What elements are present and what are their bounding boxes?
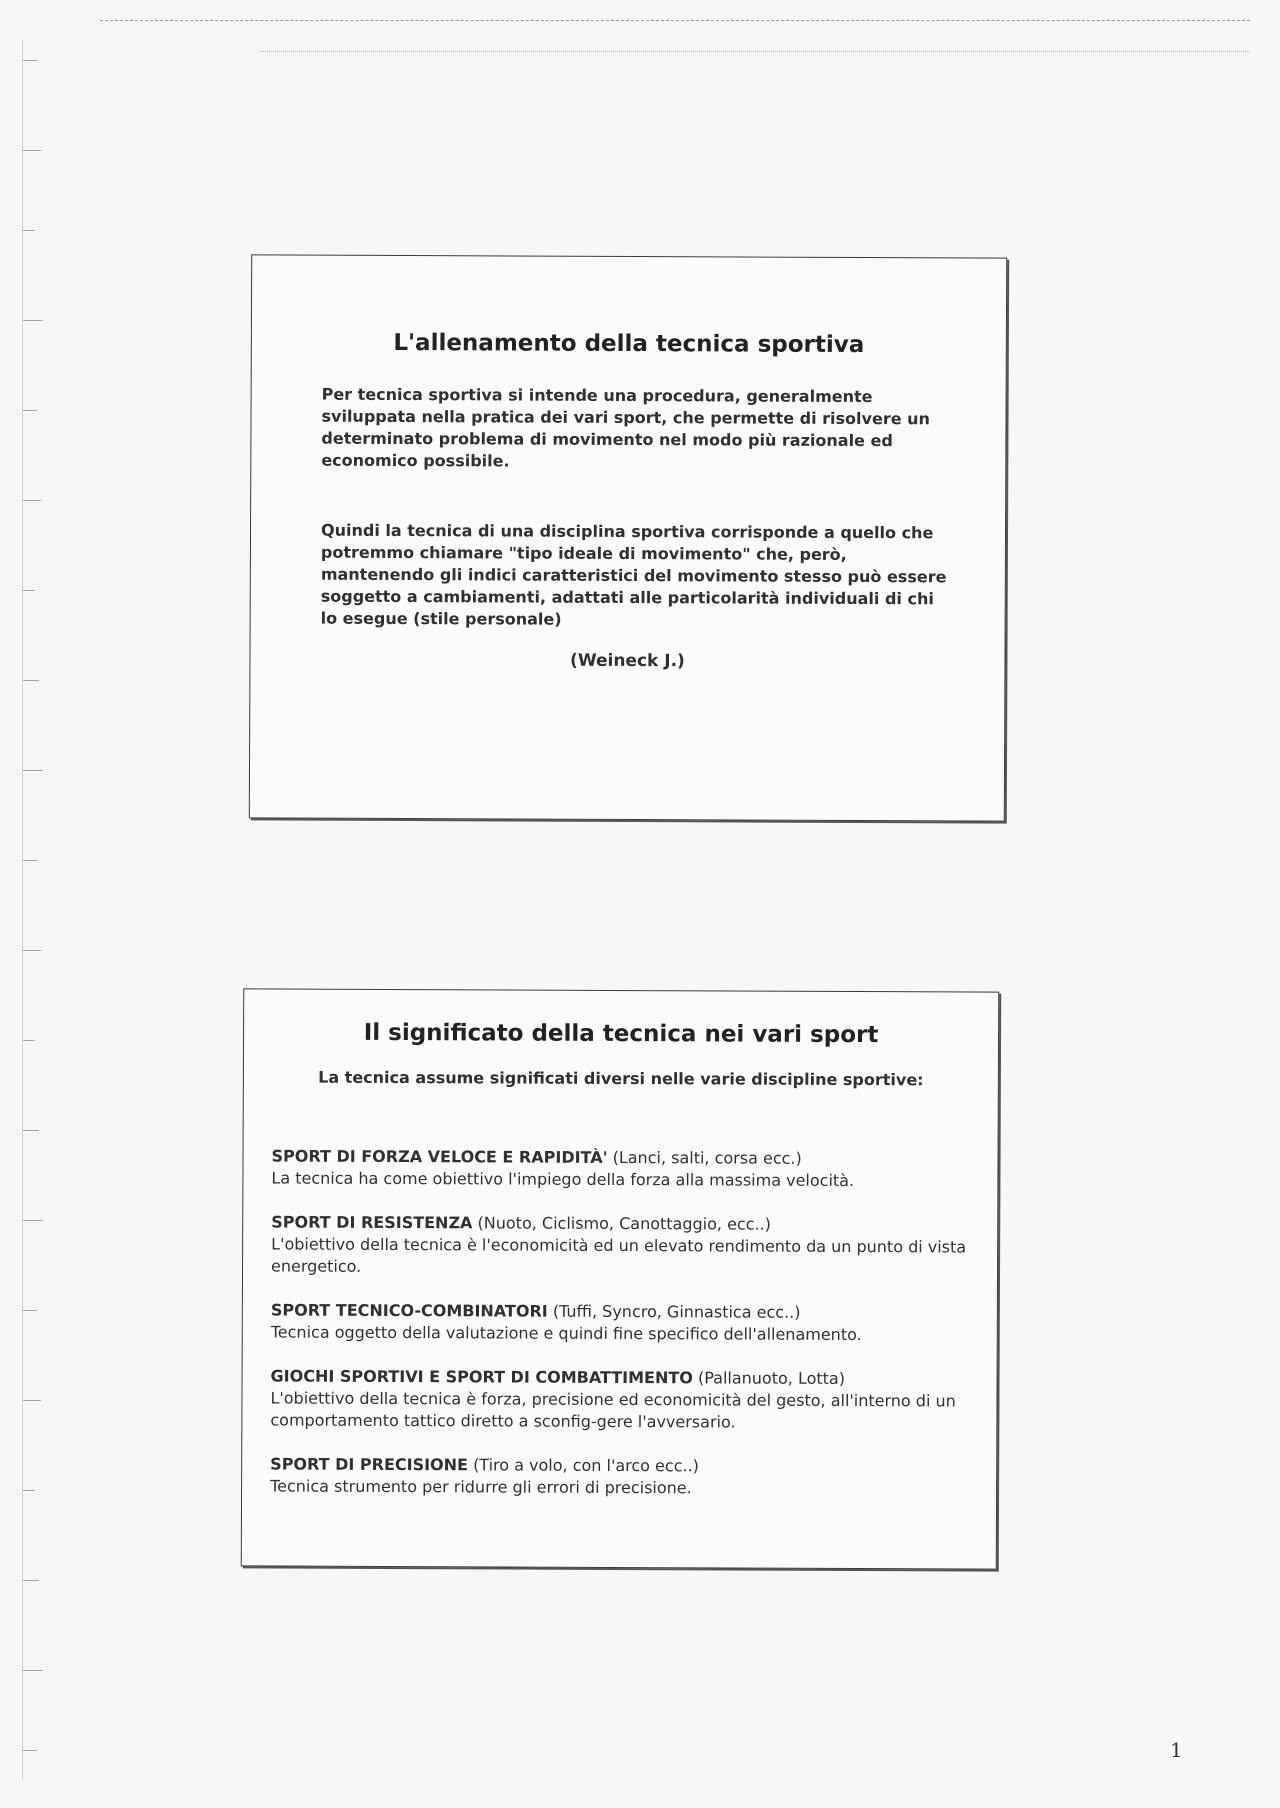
sport-category-examples: (Nuoto, Ciclismo, Canottaggio, ecc..) [477, 1213, 771, 1234]
sport-category-description: La tecnica ha come obiettivo l'impiego della forza alla massima velocità. [271, 1168, 855, 1191]
sport-category-item [270, 1365, 970, 1434]
sport-category-list [270, 1145, 972, 1522]
sport-category-examples: (Tuffi, Syncro, Ginnastica ecc..) [552, 1301, 801, 1322]
slide2-title: Il significato della tecnica nei vari sport [363, 1019, 879, 1049]
slide1-title: L'allenamento della tecnica sportiva [393, 329, 865, 359]
scan-artifact-top [100, 20, 1250, 55]
sport-category-item [271, 1299, 971, 1346]
sport-category-description: L'obiettivo della tecnica è l'economicità ed un elevato rendimento da un punto di vista energetico. [271, 1234, 967, 1276]
slide-significato-tecnica [241, 988, 1000, 1569]
sport-category-description: Tecnica strumento per ridurre gli errori di precisione. [270, 1476, 692, 1498]
slide1-paragraph-ideal-movement: Quindi la tecnica di una disciplina sportiva corrisponde a quello che potremmo chiamare "tipo ideale di movimento" che, però, mantenendo gli indici caratteristici del movimento stesso può essere soggetto a cambiamenti, adattati alle particolarità individuali di chi lo esegue (stile personale) [320, 520, 947, 629]
slide-allenamento-tecnica [249, 254, 1007, 821]
slide2-intro: La tecnica assume significati diversi nelle varie discipline sportive: [318, 1067, 924, 1090]
slide1-paragraph-definition: Per tecnica sportiva si intende una procedura, generalmente sviluppata nella pratica dei vari sport, che permette di risolvere un determinato problema di movimento nel modo più razionale ed economico possibile. [321, 384, 930, 471]
sport-category-examples: (Lanci, salti, corsa ecc.) [612, 1147, 802, 1168]
sport-category-heading: SPORT DI FORZA VELOCE E RAPIDITÀ' [271, 1146, 608, 1167]
sport-category-examples: (Pallanuoto, Lotta) [697, 1368, 846, 1388]
sport-category-examples: (Tiro a volo, con l'arco ecc..) [473, 1455, 699, 1476]
sport-category-item [270, 1453, 970, 1500]
binding-margin-marks [22, 40, 65, 1780]
sport-category-item [271, 1145, 971, 1192]
slide1-author-citation: (Weineck J.) [570, 650, 685, 672]
sport-category-description: Tecnica oggetto della valutazione e quindi fine specifico dell'allenamento. [270, 1322, 862, 1345]
page-number: 1 [1170, 1738, 1183, 1762]
sport-category-heading: SPORT DI RESISTENZA [271, 1212, 473, 1233]
sport-category-heading: SPORT TECNICO-COMBINATORI [270, 1300, 548, 1321]
sport-category-heading: SPORT DI PRECISIONE [270, 1454, 469, 1475]
sport-category-item [271, 1211, 971, 1280]
sport-category-description: L'obiettivo della tecnica è forza, precisione ed economicità del gesto, all'interno di un comportamento tattico diretto a sconfig-gere l'avversario. [270, 1388, 956, 1432]
sport-category-heading: GIOCHI SPORTIVI E SPORT DI COMBATTIMENTO [270, 1366, 693, 1388]
